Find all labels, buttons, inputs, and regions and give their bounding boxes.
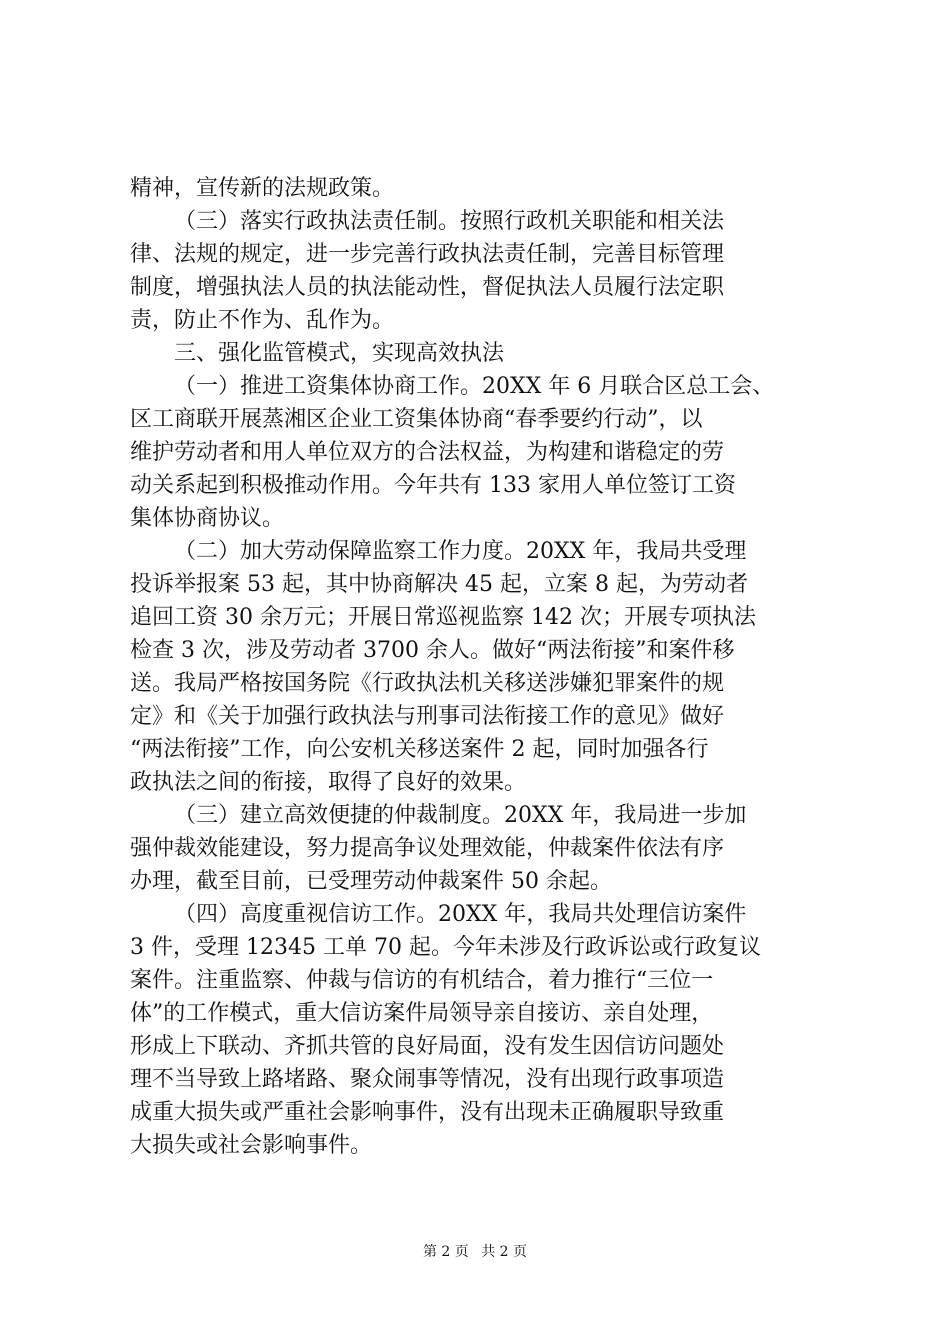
text-line: 精神，宣传新的法规政策。 bbox=[130, 176, 395, 201]
text-line: 律、法规的规定，进一步完善行政执法责任制，完善目标管理 bbox=[130, 242, 725, 267]
text-line: 案件。注重监察、仲裁与信访的有机结合，着力推行“三位一 bbox=[130, 968, 714, 993]
text-line: 维护劳动者和用人单位双方的合法权益，为构建和谐稳定的劳 bbox=[130, 440, 725, 465]
text-line: 动关系起到积极推动作用。今年共有 133 家用人单位签订工资 bbox=[130, 473, 736, 498]
text-line: 政执法之间的衔接，取得了良好的效果。 bbox=[130, 770, 527, 795]
text-line: 责，防止不作为、乱作为。 bbox=[130, 308, 395, 333]
text-line: 定》和《关于加强行政执法与刑事司法衔接工作的意见》做好 bbox=[130, 704, 725, 729]
text-line: 追回工资 30 余万元；开展日常巡视监察 142 次；开展专项执法 bbox=[130, 605, 756, 630]
text-line: 制度，增强执法人员的执法能动性，督促执法人员履行法定职 bbox=[130, 275, 725, 300]
paragraph-start-line: （一）推进工资集体协商工作。20XX 年 6 月联合区总工会、 bbox=[174, 374, 775, 399]
text-line: 检查 3 次，涉及劳动者 3700 余人。做好“两法衔接”和案件移 bbox=[130, 638, 735, 663]
page-number: 第 2 页 bbox=[422, 1244, 469, 1260]
paragraph-start-line: （二）加大劳动保障监察工作力度。20XX 年，我局共受理 bbox=[174, 539, 747, 564]
paragraph-start-line: （三）建立高效便捷的仲裁制度。20XX 年，我局进一步加 bbox=[174, 803, 747, 828]
page-total: 共 2 页 bbox=[481, 1244, 528, 1260]
text-line: 3 件，受理 12345 工单 70 起。今年未涉及行政诉讼或行政复议 bbox=[130, 935, 761, 960]
text-line: 投诉举报案 53 起，其中协商解决 45 起，立案 8 起，为劳动者 bbox=[130, 572, 748, 597]
text-line: “两法衔接”工作，向公安机关移送案件 2 起，同时加强各行 bbox=[130, 737, 709, 762]
page-footer bbox=[0, 1242, 950, 1262]
text-line: 大损失或社会影响事件。 bbox=[130, 1133, 373, 1158]
document-body bbox=[130, 172, 824, 1162]
text-line: 理不当导致上路堵路、聚众闹事等情况，没有出现行政事项造 bbox=[130, 1067, 725, 1092]
text-line: 区工商联开展蒸湘区企业工资集体协商“春季要约行动”，以 bbox=[130, 407, 703, 432]
text-line: 成重大损失或严重社会影响事件，没有出现未正确履职导致重 bbox=[130, 1100, 725, 1125]
text-line: 集体协商协议。 bbox=[130, 506, 285, 531]
text-line: 办理，截至目前，已受理劳动仲裁案件 50 余起。 bbox=[130, 869, 612, 894]
text-line: 体”的工作模式，重大信访案件局领导亲自接访、亲自处理， bbox=[130, 1001, 714, 1026]
section-heading: 三、强化监管模式，实现高效执法 bbox=[174, 341, 505, 366]
paragraph-start-line: （四）高度重视信访工作。20XX 年，我局共处理信访案件 bbox=[174, 902, 747, 927]
paragraph-start-line: （三）落实行政执法责任制。按照行政机关职能和相关法 bbox=[174, 209, 725, 234]
text-line: 强仲裁效能建设，努力提高争议处理效能，仲裁案件依法有序 bbox=[130, 836, 725, 861]
text-line: 送。我局严格按国务院《行政执法机关移送涉嫌犯罪案件的规 bbox=[130, 671, 725, 696]
text-line: 形成上下联动、齐抓共管的良好局面，没有发生因信访问题处 bbox=[130, 1034, 725, 1059]
